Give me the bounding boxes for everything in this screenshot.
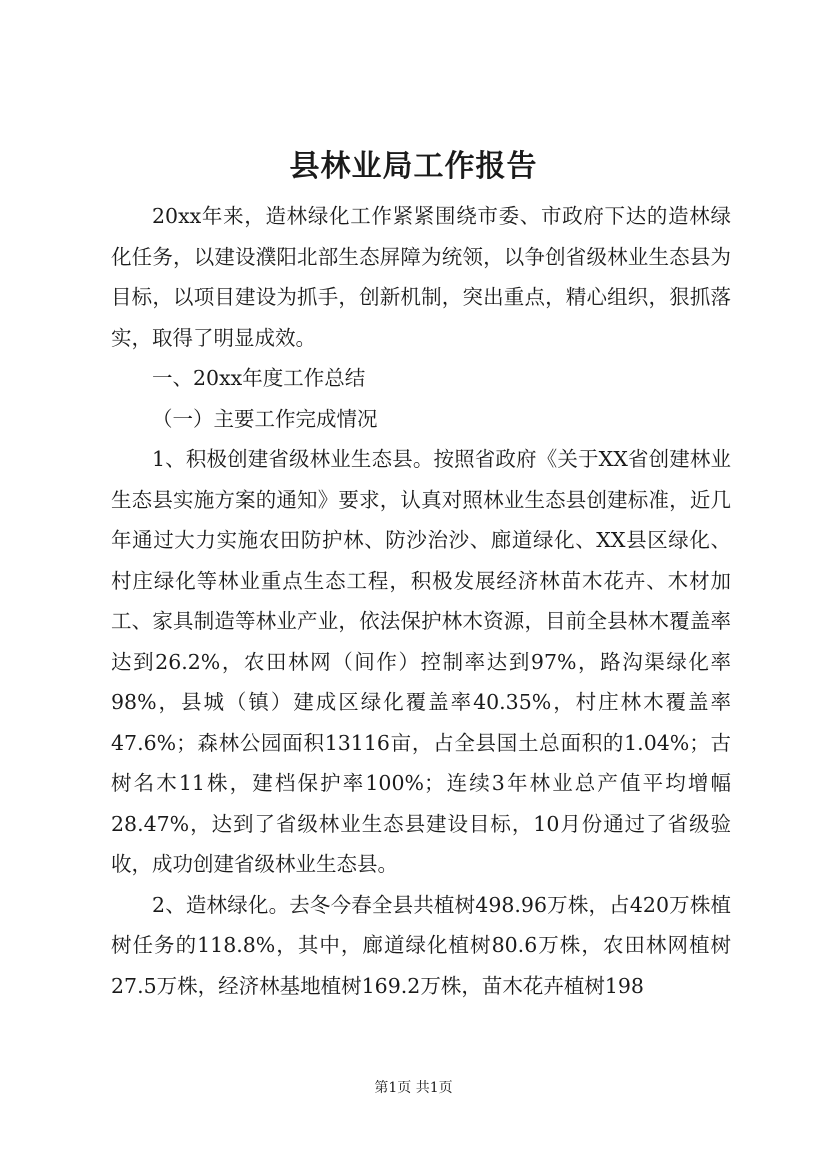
item-paragraph-1: 1、积极创建省级林业生态县。按照省政府《关于XX省创建林业生态县实施方案的通知》要求，认真对照林业生态县创建标准，近几年通过大力实施农田防护林、防沙治沙、廊道绿化、XX县区绿化、村庄绿化等林业重点生态工程，积极发展经济林苗木花卉、木材加工、家具制造等林业产业，依法保护林木资源，目前全县林木覆盖率达到26.2%，农田林网（间作）控制率达到97%，路沟渠绿化率98%，县城（镇）建成区绿化覆盖率40.35%，村庄林木覆盖率47.6%；森林公园面积13116亩，占全县国土总面积的1.04%；古树名木11株，建档保护率100%；连续3年林业总产值平均增幅28.47%，达到了省级林业生态县建设目标，10月份通过了省级验收，成功创建省级林业生态县。 [111,447,731,876]
item-paragraph-2: 2、造林绿化。去冬今春全县共植树498.96万株，占420万株植树任务的118.8%，其中，廊道绿化植树80.6万株，农田林网植树27.5万株，经济林基地植树169.2万株，苗木花卉植树198 [111,892,731,998]
document-body [111,196,731,1006]
subsection-heading: （一）主要工作完成情况 [152,406,378,431]
document-title: 县林业局工作报告 [289,149,538,184]
intro-paragraph: 20xx年来，造林绿化工作紧紧围绕市委、市政府下达的造林绿化任务，以建设濮阳北部生态屏障为统领，以争创省级林业生态县为目标，以项目建设为抓手，创新机制，突出重点，精心组织，狠抓落实，取得了明显成效。 [111,204,731,350]
page-number-footer: 第1页 共1页 [374,1080,453,1096]
section-heading: 一、20xx年度工作总结 [152,366,366,390]
